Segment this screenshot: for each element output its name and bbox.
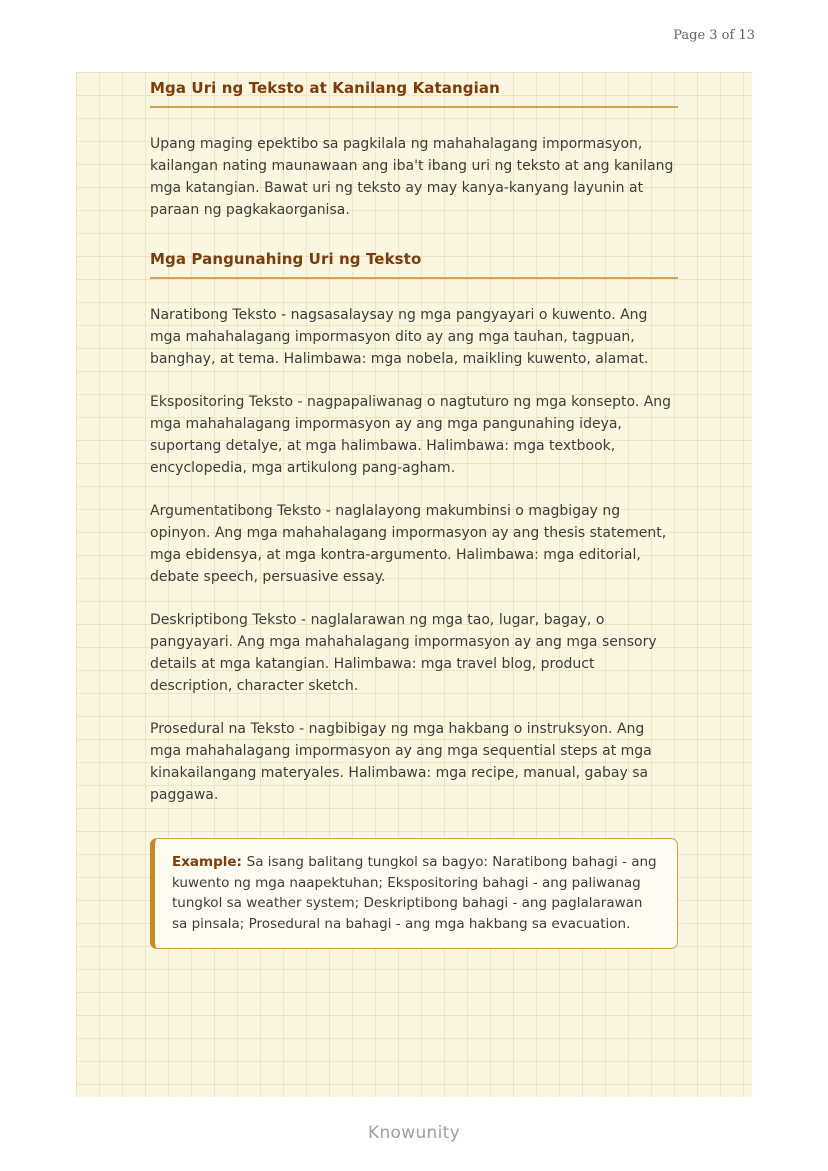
paragraph-descriptive-text: Deskriptibong Teksto - naglalarawan ng mga tao, lugar, bagay, o pangyayari. Ang mga mahahalagang impormasyon ay ang mga sensory details at mga katangian. Halimbawa: mga travel blog, product description, character sketch. bbox=[150, 612, 657, 694]
paper-sheet bbox=[76, 72, 752, 1097]
example-text: Sa isang balitang tungkol sa bagyo: Naratibong bahagi - ang kuwento ng mga naapektuhan; Ekspositoring bahagi - ang paliwanag tungkol sa weather system; Deskriptibong bahagi - ang paglalarawan sa pinsala; Prosedural na bahagi - ang mga hakbang sa evacuation. bbox=[172, 854, 657, 932]
intro-paragraph: Upang maging epektibo sa pagkilala ng mahahalagang impormasyon, kailangan nating maunawaan ang iba't ibang uri ng teksto at ang kanilang mga katangian. Bawat uri ng teksto ay may kanya-kanyang layunin at paraan ng pagkakaorganisa. bbox=[150, 136, 674, 218]
section-heading-text-types: Mga Uri ng Teksto at Kanilang Katangian bbox=[150, 79, 678, 108]
section-heading-main-types: Mga Pangunahing Uri ng Teksto bbox=[150, 250, 678, 279]
example-box bbox=[150, 838, 678, 949]
section-text-types bbox=[150, 79, 678, 221]
paragraph-expository-text: Ekspositoring Teksto - nagpapaliwanag o nagtuturo ng mga konsepto. Ang mga mahahalagang impormasyon ay ang mga pangunahing ideya, suportang detalye, at mga halimbawa. Halimbawa: mga textbook, encyclopedia, mga artikulong pang-agham. bbox=[150, 394, 672, 476]
footer-brand: Knowunity bbox=[368, 1123, 460, 1143]
section-main-text-types bbox=[150, 250, 678, 806]
paragraph-argumentative-text: Argumentatibong Teksto - naglalayong makumbinsi o magbigay ng opinyon. Ang mga mahahalagang impormasyon ay ang thesis statement, mga ebidensya, at mga kontra-argumento. Halimbawa: mga editorial, debate speech, persuasive essay. bbox=[150, 503, 667, 585]
paragraph-narrative-text: Naratibong Teksto - nagsasalaysay ng mga pangyayari o kuwento. Ang mga mahahalagang impormasyon dito ay ang mga tauhan, tagpuan, banghay, at tema. Halimbawa: mga nobela, maikling kuwento, alamat. bbox=[150, 307, 649, 367]
page-indicator: Page 3 of 13 bbox=[673, 28, 755, 43]
example-label: Example: bbox=[172, 854, 247, 870]
paragraph-procedural-text: Prosedural na Teksto - nagbibigay ng mga hakbang o instruksyon. Ang mga mahahalagang impormasyon ay ang mga sequential steps at mga kinakailangang materyales. Halimbawa: mga recipe, manual, gabay sa paggawa. bbox=[150, 721, 652, 803]
